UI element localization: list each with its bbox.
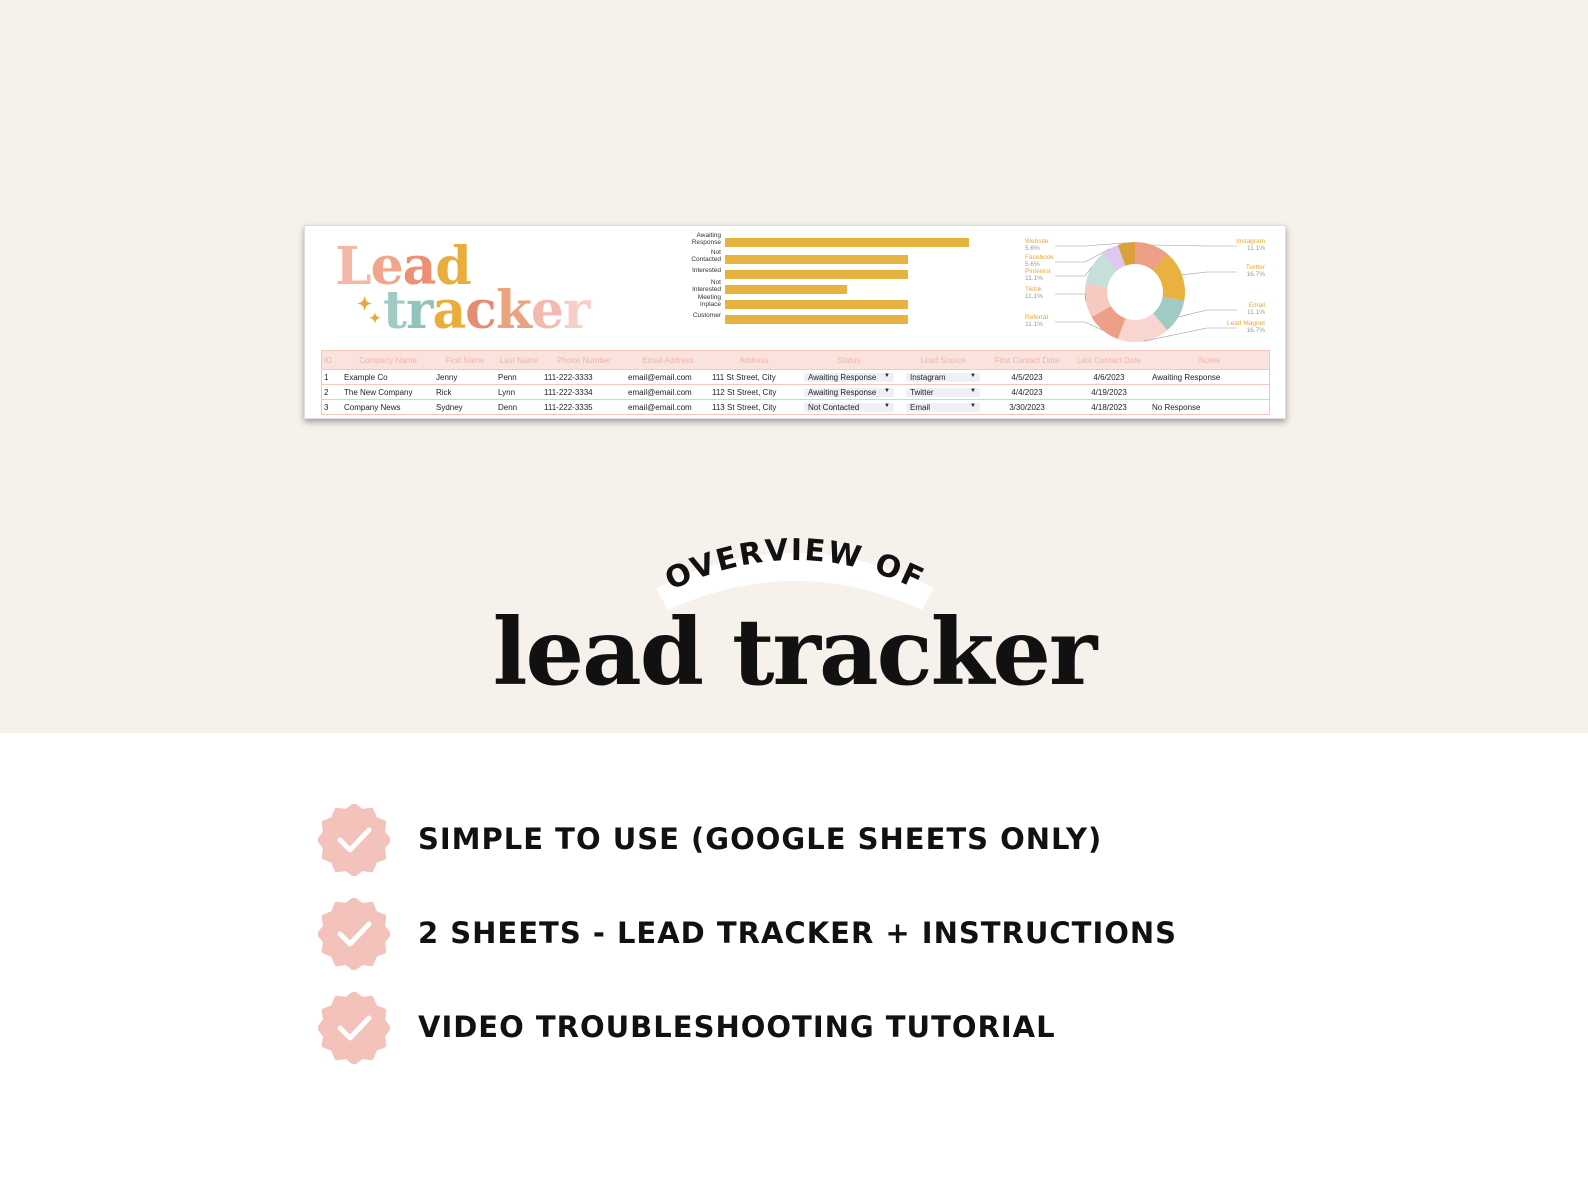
table-cell: No Response [1152,402,1201,412]
table-header [322,351,1269,369]
bar-label: Customer [692,312,721,319]
feature-item [318,804,1318,878]
check-badge-icon [318,992,390,1064]
donut-leader-line [1055,243,1126,246]
table-cell: 4/18/2023 [1091,402,1127,412]
logo-letter: k [495,280,531,341]
donut-label-name: Twitter [1245,264,1265,271]
dropdown-value: Twitter [910,387,934,397]
donut-leader-line [1152,245,1237,246]
donut-label [1025,314,1048,328]
caret-down-icon[interactable]: ▼ [884,387,890,394]
bar-label: Awaiting Response [691,232,721,246]
bar [725,238,969,247]
bar-row [675,232,1005,249]
bar [725,285,847,294]
column-header: Phone Number [557,355,611,365]
lead-source-donut-chart [1025,234,1265,344]
table-cell: Example Co [344,372,388,382]
status-dropdown[interactable] [798,373,900,382]
feature-text: VIDEO TROUBLESHOOTING TUTORIAL [418,1010,1056,1044]
bar-row [675,249,1005,266]
table-cell: 4/4/2023 [1011,387,1043,397]
donut-leader-line [1055,322,1103,330]
donut-label [1247,302,1265,316]
caret-down-icon[interactable]: ▼ [970,372,976,379]
overview-text: OVERVIEW OF [659,532,931,598]
table-cell: email@email.com [628,402,692,412]
donut-label-pct: 11.1% [1247,245,1265,252]
table-cell: email@email.com [628,387,692,397]
column-header: Email Address [642,355,694,365]
check-badge-icon [318,804,390,876]
table-row [322,384,1269,399]
column-header: First Contact Date [994,355,1060,365]
check-badge-icon [318,898,390,970]
dropdown-value: Not Contacted [808,402,860,412]
lead-source-dropdown[interactable] [900,388,986,397]
caret-down-icon[interactable]: ▼ [884,402,890,409]
bar [725,270,908,279]
table-cell: 3/30/2023 [1009,402,1045,412]
donut-label [1025,268,1051,282]
donut-leader-line [1178,310,1237,317]
bar-label: Not Contacted [691,249,721,263]
column-header: Last Name [499,355,539,365]
bar [725,300,908,309]
table-cell: Denn [498,402,518,412]
logo-letter: c [465,280,496,341]
donut-label [1025,238,1048,252]
feature-item [318,898,1318,972]
table-cell: 4/19/2023 [1091,387,1127,397]
status-dropdown[interactable] [798,388,900,397]
donut-label-pct: 11.1% [1025,293,1043,300]
donut-label [1025,254,1054,268]
column-header: Notes [1199,355,1220,365]
bar-row [675,279,1005,296]
dropdown-value: Awaiting Response [808,387,877,397]
column-header: Address [739,355,769,365]
table-cell: 2 [324,387,329,397]
leads-table [321,350,1270,415]
page-title: lead tracker [492,598,1096,706]
dropdown-value: Email [910,402,931,412]
column-header: Last Contact Date [1076,355,1142,365]
column-header: Status [837,355,861,365]
donut-label-name: Email [1248,302,1265,309]
bar-row [675,268,1005,281]
bar-label: Meeting Inplace [697,294,721,308]
feature-text: SIMPLE TO USE (GOOGLE SHEETS ONLY) [418,822,1103,856]
table-cell: Lynn [498,387,516,397]
logo-letter: e [530,280,563,341]
logo-letter: L [335,236,371,297]
caret-down-icon[interactable]: ▼ [970,387,976,394]
logo-letter: a [432,280,466,341]
bar-label: Not Interested [692,279,721,293]
donut-leader-line [1182,272,1237,275]
dropdown-value: Instagram [910,372,946,382]
spreadsheet-preview [304,225,1286,419]
table-row [322,399,1269,414]
donut-label-name: Referral [1025,314,1049,321]
table-cell: Sydney [436,402,463,412]
donut-label-name: Pinterest [1025,268,1051,275]
donut-label-pct: 5.6% [1025,261,1040,268]
donut-label [1227,320,1265,334]
logo-letter: r [562,280,590,341]
donut-label-pct: 16.7% [1246,327,1265,334]
logo-letter: a [402,236,436,297]
donut-label [1246,264,1265,278]
column-header: ID [324,355,332,365]
sparkle-icon: ✦ [369,311,381,327]
donut-label [1236,238,1265,252]
donut-label-pct: 11.1% [1247,309,1265,316]
donut-label-name: Instagram [1236,238,1265,245]
logo-letter: e [370,236,403,297]
lead-source-dropdown[interactable] [900,403,986,412]
table-cell: 113 St Street, City [712,402,777,412]
dropdown-value: Awaiting Response [808,372,877,382]
lead-tracker-logo [335,236,625,341]
logo-letter: r [406,280,433,341]
donut-label-pct: 11.1% [1025,321,1043,328]
donut-label-pct: 16.7% [1246,271,1265,278]
table-cell: The New Company [344,387,413,397]
table-cell: 4/6/2023 [1093,372,1125,382]
logo-letter: d [435,236,471,297]
lead-source-dropdown[interactable] [900,373,986,382]
column-header: Lead Source [920,355,966,365]
feature-text: 2 SHEETS - LEAD TRACKER + INSTRUCTIONS [418,916,1178,950]
table-cell: 111-222-3334 [544,387,593,397]
donut-leader-line [1055,294,1086,301]
feature-item [318,992,1318,1066]
bar [725,315,908,324]
status-dropdown[interactable] [798,403,900,412]
donut-label [1025,286,1043,300]
donut-label-pct: 5.6% [1025,245,1040,252]
table-cell: Rick [436,387,452,397]
caret-down-icon[interactable]: ▼ [884,372,890,379]
bar [725,255,908,264]
donut-label-name: Tiktok [1025,286,1043,293]
table-cell: Company News [344,402,401,412]
bar-label: Interested [692,267,721,274]
table-cell: 111 St Street, City [712,372,776,382]
sparkle-icon: ✦ [357,294,373,315]
caret-down-icon[interactable]: ▼ [970,402,976,409]
table-cell: 112 St Street, City [712,387,777,397]
table-row [322,369,1269,384]
table-cell: 3 [324,402,329,412]
logo-letter: t [383,280,407,341]
table-cell: 111-222-3335 [544,402,593,412]
column-header: First Name [445,355,485,365]
table-cell: 1 [324,372,329,382]
table-cell: email@email.com [628,372,692,382]
donut-label-pct: 11.1% [1025,275,1043,282]
donut-label-name: Facebook [1025,254,1054,261]
bar-row [675,313,1005,326]
table-cell: Awaiting Response [1152,372,1221,382]
table-cell: 4/5/2023 [1011,372,1043,382]
donut-label-name: Lead Magnet [1227,320,1265,327]
table-cell: Penn [498,372,517,382]
donut-leader-line [1055,267,1092,276]
bar-row [675,294,1005,311]
status-bar-chart [675,232,1005,336]
column-header: Company Name [359,355,417,365]
table-cell: Jenny [436,372,458,382]
donut-label-name: Website [1025,238,1049,245]
logo-line-2 [383,280,589,341]
table-cell: 111-222-3333 [544,372,593,382]
